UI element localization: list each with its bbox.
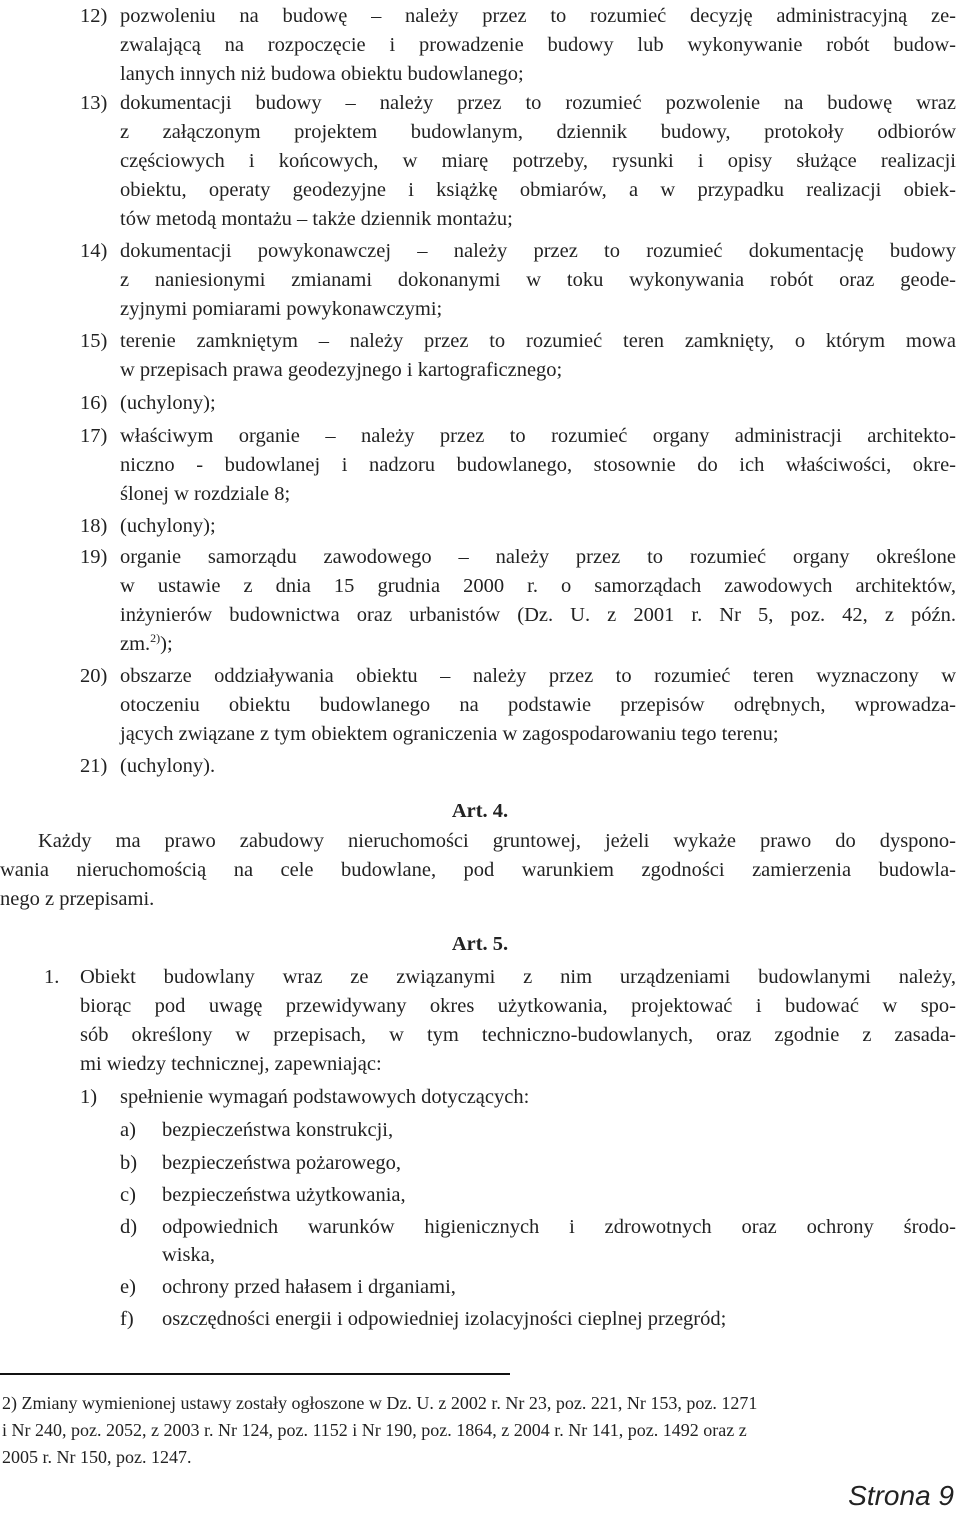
item-text-line: częściowych i końcowych, w miarę potrzeby, rysunki i opisy służące realizacji	[120, 150, 956, 172]
letter-text: wiska,	[162, 1244, 215, 1266]
item-number: 17)	[80, 425, 108, 447]
item-text-line: pozwoleniu na budowę – należy przez to rozumieć decyzję administracyjną ze-	[120, 5, 956, 27]
item-text-line: (uchylony);	[120, 515, 216, 537]
footnote-line: 2) Zmiany wymienionej ustawy zostały ogłoszone w Dz. U. z 2002 r. Nr 23, poz. 221, Nr 153, poz. 1271	[2, 1393, 758, 1413]
letter-marker: c)	[120, 1184, 136, 1206]
item-text-line: (uchylony).	[120, 755, 216, 777]
item-text-line: zwalającą na rozpoczęcie i prowadzenie budowy lub wykonywanie robót budow-	[120, 34, 956, 56]
letter-text: bezpieczeństwa konstrukcji,	[162, 1119, 394, 1141]
item-text-line: z naniesionymi zmianami dokonanymi w toku wykonywania robót oraz geode-	[120, 269, 956, 291]
item-text-line: organie samorządu zawodowego – należy przez to rozumieć organy określone	[120, 546, 956, 568]
item-text-line: obszarze oddziaływania obiektu – należy przez to rozumieć teren wyznaczony w	[120, 665, 956, 687]
letter-marker: d)	[120, 1216, 138, 1238]
item-text-line: w ustawie z dnia 15 grudnia 2000 r. o samorządach zawodowych architektów,	[120, 575, 956, 597]
item-text-line: z załączonym projektem budowlanym, dziennik budowy, protokoły odbiorów	[120, 121, 956, 143]
item-number: 15)	[80, 330, 108, 352]
item-text-line: otoczeniu obiektu budowlanego na podstawie przepisów odrębnych, wprowadza-	[120, 694, 956, 716]
item-number: 18)	[80, 515, 108, 537]
letter-marker: f)	[120, 1308, 134, 1330]
point-text: spełnienie wymagań podstawowych dotyczących:	[120, 1086, 530, 1108]
item-text-line: niczno - budowlanej i nadzoru budowlanego, stosownie do ich właściwości, okre-	[120, 454, 956, 476]
letter-text: bezpieczeństwa pożarowego,	[162, 1152, 402, 1174]
item-text-line: lanych innych niż budowa obiektu budowlanego;	[120, 63, 524, 85]
letter-text: oszczędności energii i odpowiedniej izolacyjności cieplnej przegród;	[162, 1308, 727, 1330]
paragraph-text-line: biorąc pod uwagę przewidywany okres użytkowania, projektować i budować w spo-	[80, 995, 956, 1017]
letter-text: odpowiednich warunków higienicznych i zdrowotnych oraz ochrony środo-	[162, 1216, 956, 1238]
item-text-line: (uchylony);	[120, 392, 216, 414]
item-number: 12)	[80, 5, 108, 27]
letter-marker: e)	[120, 1276, 136, 1298]
paragraph-text-line: sób określony w przepisach, w tym techniczno-budowlanych, oraz zgodnie z zasada-	[80, 1024, 956, 1046]
footnote-reference: 2)	[150, 631, 161, 646]
item-text-line: inżynierów budownictwa oraz urbanistów (Dz. U. z 2001 r. Nr 5, poz. 42, z późn.	[120, 604, 956, 626]
item-number: 20)	[80, 665, 108, 687]
paragraph-number: 1.	[44, 966, 60, 988]
footnote-line: i Nr 240, poz. 2052, z 2003 r. Nr 124, poz. 1152 i Nr 190, poz. 1864, z 2004 r. Nr 141, poz. 1492 oraz z	[2, 1420, 747, 1440]
letter-text: ochrony przed hałasem i drganiami,	[162, 1276, 456, 1298]
item-text-fragment: );	[160, 633, 173, 655]
page-number: Strona 9	[848, 1480, 954, 1511]
letter-text: bezpieczeństwa użytkowania,	[162, 1184, 406, 1206]
item-text-fragment: zm.	[120, 633, 151, 655]
item-text-line: dokumentacji powykonawczej – należy przez to rozumieć dokumentację budowy	[120, 240, 956, 262]
footnote-divider	[0, 1373, 510, 1375]
item-text-line: w przepisach prawa geodezyjnego i kartograficznego;	[120, 359, 563, 381]
item-text-line: zyjnymi pomiarami powykonawczymi;	[120, 298, 443, 320]
item-number: 16)	[80, 392, 108, 414]
item-number: 14)	[80, 240, 108, 262]
article-text-line: wania nieruchomością na cele budowlane, pod warunkiem zgodności zamierzenia budowla-	[0, 859, 956, 881]
article-text-line: Każdy ma prawo zabudowy nieruchomości gruntowej, jeżeli wykaże prawo do dyspono-	[38, 830, 956, 852]
article-heading: Art. 5.	[451, 933, 509, 955]
item-number: 21)	[80, 755, 108, 777]
item-text-line: obiektu, operaty geodezyjne i książkę obmiarów, a w przypadku realizacji obiek-	[120, 179, 956, 201]
article-text-line: nego z przepisami.	[0, 888, 155, 910]
item-number: 13)	[80, 92, 108, 114]
item-text-line: tów metodą montażu – także dziennik montażu;	[120, 208, 513, 230]
letter-marker: b)	[120, 1152, 138, 1174]
point-number: 1)	[80, 1086, 98, 1108]
item-text-line: jących związane z tym obiektem ograniczenia w zagospodarowaniu tego terenu;	[120, 723, 779, 745]
item-text-line: ślonej w rozdziale 8;	[120, 483, 291, 505]
item-text-line: terenie zamkniętym – należy przez to rozumieć teren zamknięty, o którym mowa	[120, 330, 956, 352]
article-heading: Art. 4.	[451, 800, 509, 822]
letter-marker: a)	[120, 1119, 136, 1141]
item-text-line: właściwym organie – należy przez to rozumieć organy administracji architekto-	[120, 425, 956, 447]
item-text-line	[120, 630, 173, 658]
item-text-line: dokumentacji budowy – należy przez to rozumieć pozwolenie na budowę wraz	[120, 92, 956, 114]
item-number: 19)	[80, 546, 108, 568]
paragraph-text-line: mi wiedzy technicznej, zapewniając:	[80, 1053, 382, 1075]
paragraph-text-line: Obiekt budowlany wraz ze związanymi z nim urządzeniami budowlanymi należy,	[80, 966, 956, 988]
footnote-line: 2005 r. Nr 150, poz. 1247.	[2, 1447, 192, 1467]
